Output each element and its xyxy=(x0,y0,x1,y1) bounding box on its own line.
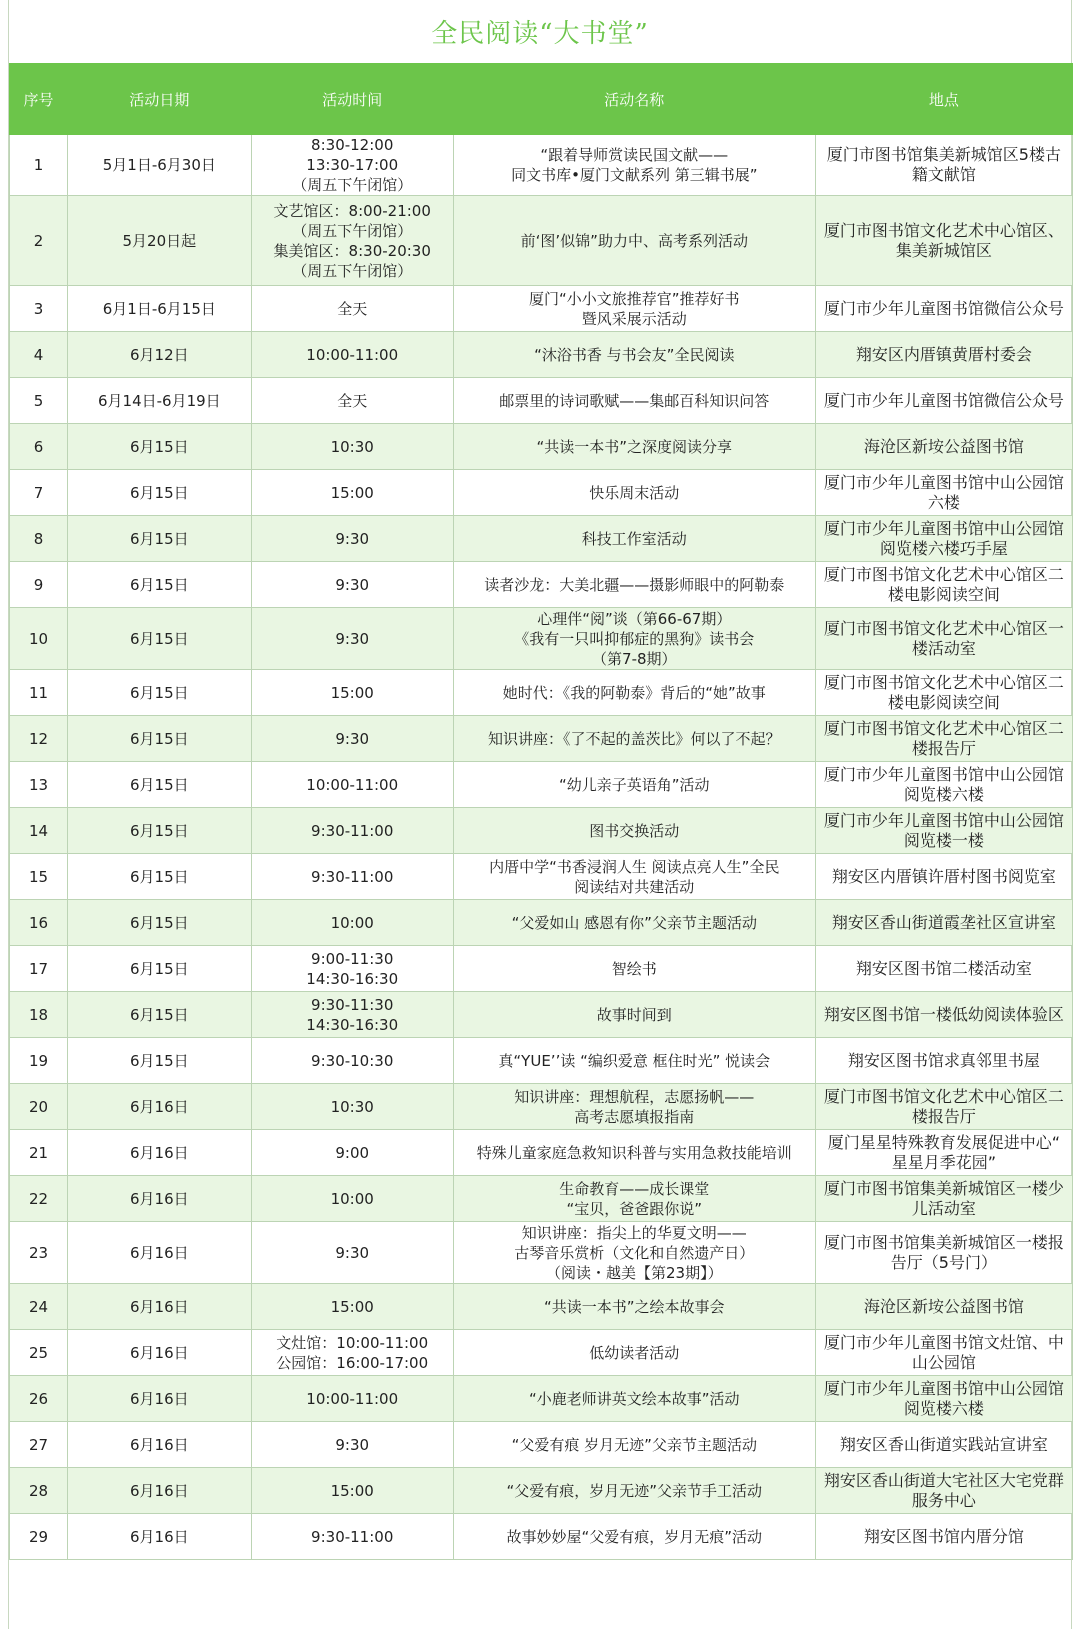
cell-date: 6月15日 xyxy=(68,424,252,470)
cell-time: 9:30-11:00 xyxy=(251,1514,453,1560)
table-row xyxy=(10,378,1073,424)
table-row xyxy=(10,1222,1073,1284)
cell-location: 翔安区内厝镇黄厝村委会 xyxy=(815,332,1072,378)
cell-activity: “跟着导师赏读民国文献—— 同文书库•厦门文献系列 第三辑书展” xyxy=(453,135,815,196)
table-row xyxy=(10,716,1073,762)
cell-time: 全天 xyxy=(251,378,453,424)
cell-date: 6月15日 xyxy=(68,470,252,516)
cell-location: 厦门市少年儿童图书馆中山公园馆 阅览楼六楼 xyxy=(815,1376,1072,1422)
cell-activity: 快乐周末活动 xyxy=(453,470,815,516)
cell-activity: 智绘书 xyxy=(453,946,815,992)
cell-date: 6月16日 xyxy=(68,1222,252,1284)
cell-activity: 特殊儿童家庭急救知识科普与实用急救技能培训 xyxy=(453,1130,815,1176)
column-header-activity: 活动名称 xyxy=(453,64,815,135)
cell-location: 厦门市图书馆文化艺术中心馆区二 楼报告厅 xyxy=(815,716,1072,762)
cell-date: 6月16日 xyxy=(68,1130,252,1176)
cell-time: 10:00-11:00 xyxy=(251,762,453,808)
table-row xyxy=(10,946,1073,992)
cell-time: 10:30 xyxy=(251,424,453,470)
cell-activity: 真“YUE’’读 “编织爱意 框住时光” 悦读会 xyxy=(453,1038,815,1084)
cell-activity: 知识讲座：指尖上的华夏文明—— 古琴音乐赏析（文化和自然遗产日） （阅读・越美【第23期】） xyxy=(453,1222,815,1284)
cell-time: 文灶馆：10:00-11:00 公园馆：16:00-17:00 xyxy=(251,1330,453,1376)
cell-index: 28 xyxy=(10,1468,68,1514)
cell-index: 5 xyxy=(10,378,68,424)
cell-index: 6 xyxy=(10,424,68,470)
cell-location: 厦门市图书馆文化艺术中心馆区一 楼活动室 xyxy=(815,608,1072,670)
cell-location: 厦门市少年儿童图书馆中山公园馆 阅览楼六楼巧手屋 xyxy=(815,516,1072,562)
cell-activity: 知识讲座：理想航程，志愿扬帆—— 高考志愿填报指南 xyxy=(453,1084,815,1130)
cell-date: 6月14日-6月19日 xyxy=(68,378,252,424)
cell-activity: 故事时间到 xyxy=(453,992,815,1038)
cell-date: 6月15日 xyxy=(68,854,252,900)
cell-activity: 厦门“小小文旅推荐官”推荐好书 暨风采展示活动 xyxy=(453,286,815,332)
table-header-row xyxy=(10,64,1073,135)
table-row xyxy=(10,1376,1073,1422)
cell-time: 9:30-11:00 xyxy=(251,854,453,900)
cell-time: 9:00 xyxy=(251,1130,453,1176)
cell-index: 1 xyxy=(10,135,68,196)
table-row xyxy=(10,470,1073,516)
table-row xyxy=(10,196,1073,286)
cell-location: 厦门市图书馆文化艺术中心馆区二 楼报告厅 xyxy=(815,1084,1072,1130)
cell-time: 10:00 xyxy=(251,900,453,946)
cell-index: 3 xyxy=(10,286,68,332)
cell-location: 厦门市图书馆文化艺术中心馆区二 楼电影阅读空间 xyxy=(815,670,1072,716)
cell-index: 23 xyxy=(10,1222,68,1284)
cell-time: 15:00 xyxy=(251,670,453,716)
cell-index: 4 xyxy=(10,332,68,378)
cell-date: 6月16日 xyxy=(68,1376,252,1422)
cell-date: 6月16日 xyxy=(68,1176,252,1222)
cell-activity: 她时代：《我的阿勒泰》背后的“她”故事 xyxy=(453,670,815,716)
table-row xyxy=(10,1514,1073,1560)
cell-index: 19 xyxy=(10,1038,68,1084)
cell-location: 厦门市图书馆集美新城馆区一楼报 告厅（5号门） xyxy=(815,1222,1072,1284)
cell-activity: “共读一本书”之深度阅读分享 xyxy=(453,424,815,470)
cell-date: 6月15日 xyxy=(68,992,252,1038)
cell-time: 15:00 xyxy=(251,1284,453,1330)
cell-activity: 内厝中学“书香浸润人生 阅读点亮人生”全民 阅读结对共建活动 xyxy=(453,854,815,900)
cell-location: 厦门市图书馆文化艺术中心馆区、 集美新城馆区 xyxy=(815,196,1072,286)
cell-location: 海沧区新垵公益图书馆 xyxy=(815,1284,1072,1330)
cell-activity: “幼儿亲子英语角”活动 xyxy=(453,762,815,808)
cell-location: 厦门市图书馆集美新城馆区5楼古 籍文献馆 xyxy=(815,135,1072,196)
cell-index: 9 xyxy=(10,562,68,608)
cell-index: 14 xyxy=(10,808,68,854)
cell-index: 29 xyxy=(10,1514,68,1560)
cell-date: 6月16日 xyxy=(68,1468,252,1514)
cell-time: 9:30 xyxy=(251,1422,453,1468)
cell-location: 翔安区图书馆一楼低幼阅读体验区 xyxy=(815,992,1072,1038)
cell-activity: 读者沙龙：大美北疆——摄影师眼中的阿勒泰 xyxy=(453,562,815,608)
cell-index: 17 xyxy=(10,946,68,992)
cell-time: 15:00 xyxy=(251,1468,453,1514)
table-row xyxy=(10,992,1073,1038)
cell-time: 10:00-11:00 xyxy=(251,1376,453,1422)
cell-date: 6月16日 xyxy=(68,1330,252,1376)
cell-activity: 故事妙妙屋“父爱有痕，岁月无痕”活动 xyxy=(453,1514,815,1560)
cell-location: 翔安区香山街道霞垄社区宣讲室 xyxy=(815,900,1072,946)
table-row xyxy=(10,562,1073,608)
cell-date: 6月15日 xyxy=(68,900,252,946)
cell-location: 厦门市图书馆文化艺术中心馆区二 楼电影阅读空间 xyxy=(815,562,1072,608)
table-row xyxy=(10,762,1073,808)
cell-activity: 知识讲座：《了不起的盖茨比》何以了不起？ xyxy=(453,716,815,762)
cell-activity: 低幼读者活动 xyxy=(453,1330,815,1376)
cell-time: 9:30-11:30 14:30-16:30 xyxy=(251,992,453,1038)
table-row xyxy=(10,608,1073,670)
cell-activity: “父爱有痕 岁月无迹”父亲节主题活动 xyxy=(453,1422,815,1468)
column-header-time: 活动时间 xyxy=(251,64,453,135)
cell-location: 厦门星星特殊教育发展促进中心“ 星星月季花园” xyxy=(815,1130,1072,1176)
cell-index: 2 xyxy=(10,196,68,286)
cell-index: 22 xyxy=(10,1176,68,1222)
cell-time: 文艺馆区：8:00-21:00 （周五下午闭馆） 集美馆区：8:30-20:30 （周五下午闭馆） xyxy=(251,196,453,286)
cell-time: 9:30 xyxy=(251,516,453,562)
cell-index: 11 xyxy=(10,670,68,716)
table-row xyxy=(10,286,1073,332)
column-header-date: 活动日期 xyxy=(68,64,252,135)
cell-index: 15 xyxy=(10,854,68,900)
table-row xyxy=(10,1084,1073,1130)
cell-date: 6月16日 xyxy=(68,1422,252,1468)
table-row xyxy=(10,1330,1073,1376)
cell-index: 27 xyxy=(10,1422,68,1468)
cell-index: 10 xyxy=(10,608,68,670)
cell-activity: “父爱有痕，岁月无迹”父亲节手工活动 xyxy=(453,1468,815,1514)
cell-location: 厦门市图书馆集美新城馆区一楼少 儿活动室 xyxy=(815,1176,1072,1222)
cell-time: 9:30 xyxy=(251,562,453,608)
cell-index: 21 xyxy=(10,1130,68,1176)
cell-location: 翔安区香山街道实践站宣讲室 xyxy=(815,1422,1072,1468)
cell-location: 翔安区香山街道大宅社区大宅党群 服务中心 xyxy=(815,1468,1072,1514)
table-row xyxy=(10,900,1073,946)
cell-date: 6月15日 xyxy=(68,1038,252,1084)
cell-time: 9:30-10:30 xyxy=(251,1038,453,1084)
cell-time: 8:30-12:00 13:30-17:00 （周五下午闭馆） xyxy=(251,135,453,196)
table-row xyxy=(10,1130,1073,1176)
cell-date: 6月15日 xyxy=(68,808,252,854)
cell-location: 厦门市少年儿童图书馆中山公园馆 六楼 xyxy=(815,470,1072,516)
cell-date: 6月16日 xyxy=(68,1284,252,1330)
cell-index: 25 xyxy=(10,1330,68,1376)
schedule-sheet xyxy=(8,0,1072,1629)
cell-date: 6月15日 xyxy=(68,516,252,562)
cell-date: 6月12日 xyxy=(68,332,252,378)
cell-date: 6月1日-6月15日 xyxy=(68,286,252,332)
cell-location: 翔安区图书馆内厝分馆 xyxy=(815,1514,1072,1560)
cell-time: 9:30-11:00 xyxy=(251,808,453,854)
cell-location: 厦门市少年儿童图书馆文灶馆、中 山公园馆 xyxy=(815,1330,1072,1376)
cell-time: 15:00 xyxy=(251,470,453,516)
cell-time: 9:00-11:30 14:30-16:30 xyxy=(251,946,453,992)
table-row xyxy=(10,1422,1073,1468)
cell-activity: 生命教育——成长课堂 “宝贝，爸爸跟你说” xyxy=(453,1176,815,1222)
cell-location: 翔安区内厝镇许厝村图书阅览室 xyxy=(815,854,1072,900)
cell-index: 20 xyxy=(10,1084,68,1130)
table-row xyxy=(10,332,1073,378)
cell-date: 6月16日 xyxy=(68,1084,252,1130)
cell-date: 5月1日-6月30日 xyxy=(68,135,252,196)
cell-date: 6月15日 xyxy=(68,562,252,608)
cell-time: 10:30 xyxy=(251,1084,453,1130)
cell-location: 厦门市少年儿童图书馆中山公园馆 阅览楼六楼 xyxy=(815,762,1072,808)
cell-index: 26 xyxy=(10,1376,68,1422)
table-row xyxy=(10,1468,1073,1514)
column-header-index: 序号 xyxy=(10,64,68,135)
cell-activity: 前‘图’似锦”助力中、高考系列活动 xyxy=(453,196,815,286)
cell-location: 翔安区图书馆求真邻里书屋 xyxy=(815,1038,1072,1084)
cell-date: 6月15日 xyxy=(68,716,252,762)
cell-index: 16 xyxy=(10,900,68,946)
cell-index: 12 xyxy=(10,716,68,762)
table-row xyxy=(10,424,1073,470)
table-row xyxy=(10,135,1073,196)
cell-time: 10:00-11:00 xyxy=(251,332,453,378)
cell-index: 13 xyxy=(10,762,68,808)
cell-location: 海沧区新垵公益图书馆 xyxy=(815,424,1072,470)
cell-activity: 心理伴“阅”谈（第66-67期） 《我有一只叫抑郁症的黑狗》读书会 （第7-8期） xyxy=(453,608,815,670)
table-row xyxy=(10,1038,1073,1084)
table-row xyxy=(10,808,1073,854)
cell-date: 6月15日 xyxy=(68,608,252,670)
cell-index: 8 xyxy=(10,516,68,562)
page-title: 全民阅读“大书堂” xyxy=(431,19,649,49)
cell-location: 翔安区图书馆二楼活动室 xyxy=(815,946,1072,992)
cell-time: 9:30 xyxy=(251,716,453,762)
table-row xyxy=(10,854,1073,900)
cell-index: 24 xyxy=(10,1284,68,1330)
cell-time: 9:30 xyxy=(251,1222,453,1284)
table-row xyxy=(10,1176,1073,1222)
cell-date: 6月15日 xyxy=(68,762,252,808)
cell-location: 厦门市少年儿童图书馆中山公园馆 阅览楼一楼 xyxy=(815,808,1072,854)
table-row xyxy=(10,670,1073,716)
cell-date: 6月15日 xyxy=(68,946,252,992)
cell-activity: 图书交换活动 xyxy=(453,808,815,854)
table-row xyxy=(10,516,1073,562)
cell-activity: “沐浴书香 与书会友”全民阅读 xyxy=(453,332,815,378)
cell-location: 厦门市少年儿童图书馆微信公众号 xyxy=(815,378,1072,424)
cell-index: 18 xyxy=(10,992,68,1038)
cell-index: 7 xyxy=(10,470,68,516)
cell-time: 10:00 xyxy=(251,1176,453,1222)
cell-activity: “小鹿老师讲英文绘本故事”活动 xyxy=(453,1376,815,1422)
cell-activity: “父爱如山 感恩有你”父亲节主题活动 xyxy=(453,900,815,946)
cell-activity: 邮票里的诗词歌赋——集邮百科知识问答 xyxy=(453,378,815,424)
cell-activity: 科技工作室活动 xyxy=(453,516,815,562)
column-header-location: 地点 xyxy=(815,64,1072,135)
cell-location: 厦门市少年儿童图书馆微信公众号 xyxy=(815,286,1072,332)
schedule-table xyxy=(9,63,1073,1560)
table-body xyxy=(10,135,1073,1560)
cell-date: 5月20日起 xyxy=(68,196,252,286)
cell-date: 6月16日 xyxy=(68,1514,252,1560)
table-row xyxy=(10,1284,1073,1330)
cell-time: 9:30 xyxy=(251,608,453,670)
cell-date: 6月15日 xyxy=(68,670,252,716)
cell-time: 全天 xyxy=(251,286,453,332)
cell-activity: “共读一本书”之绘本故事会 xyxy=(453,1284,815,1330)
